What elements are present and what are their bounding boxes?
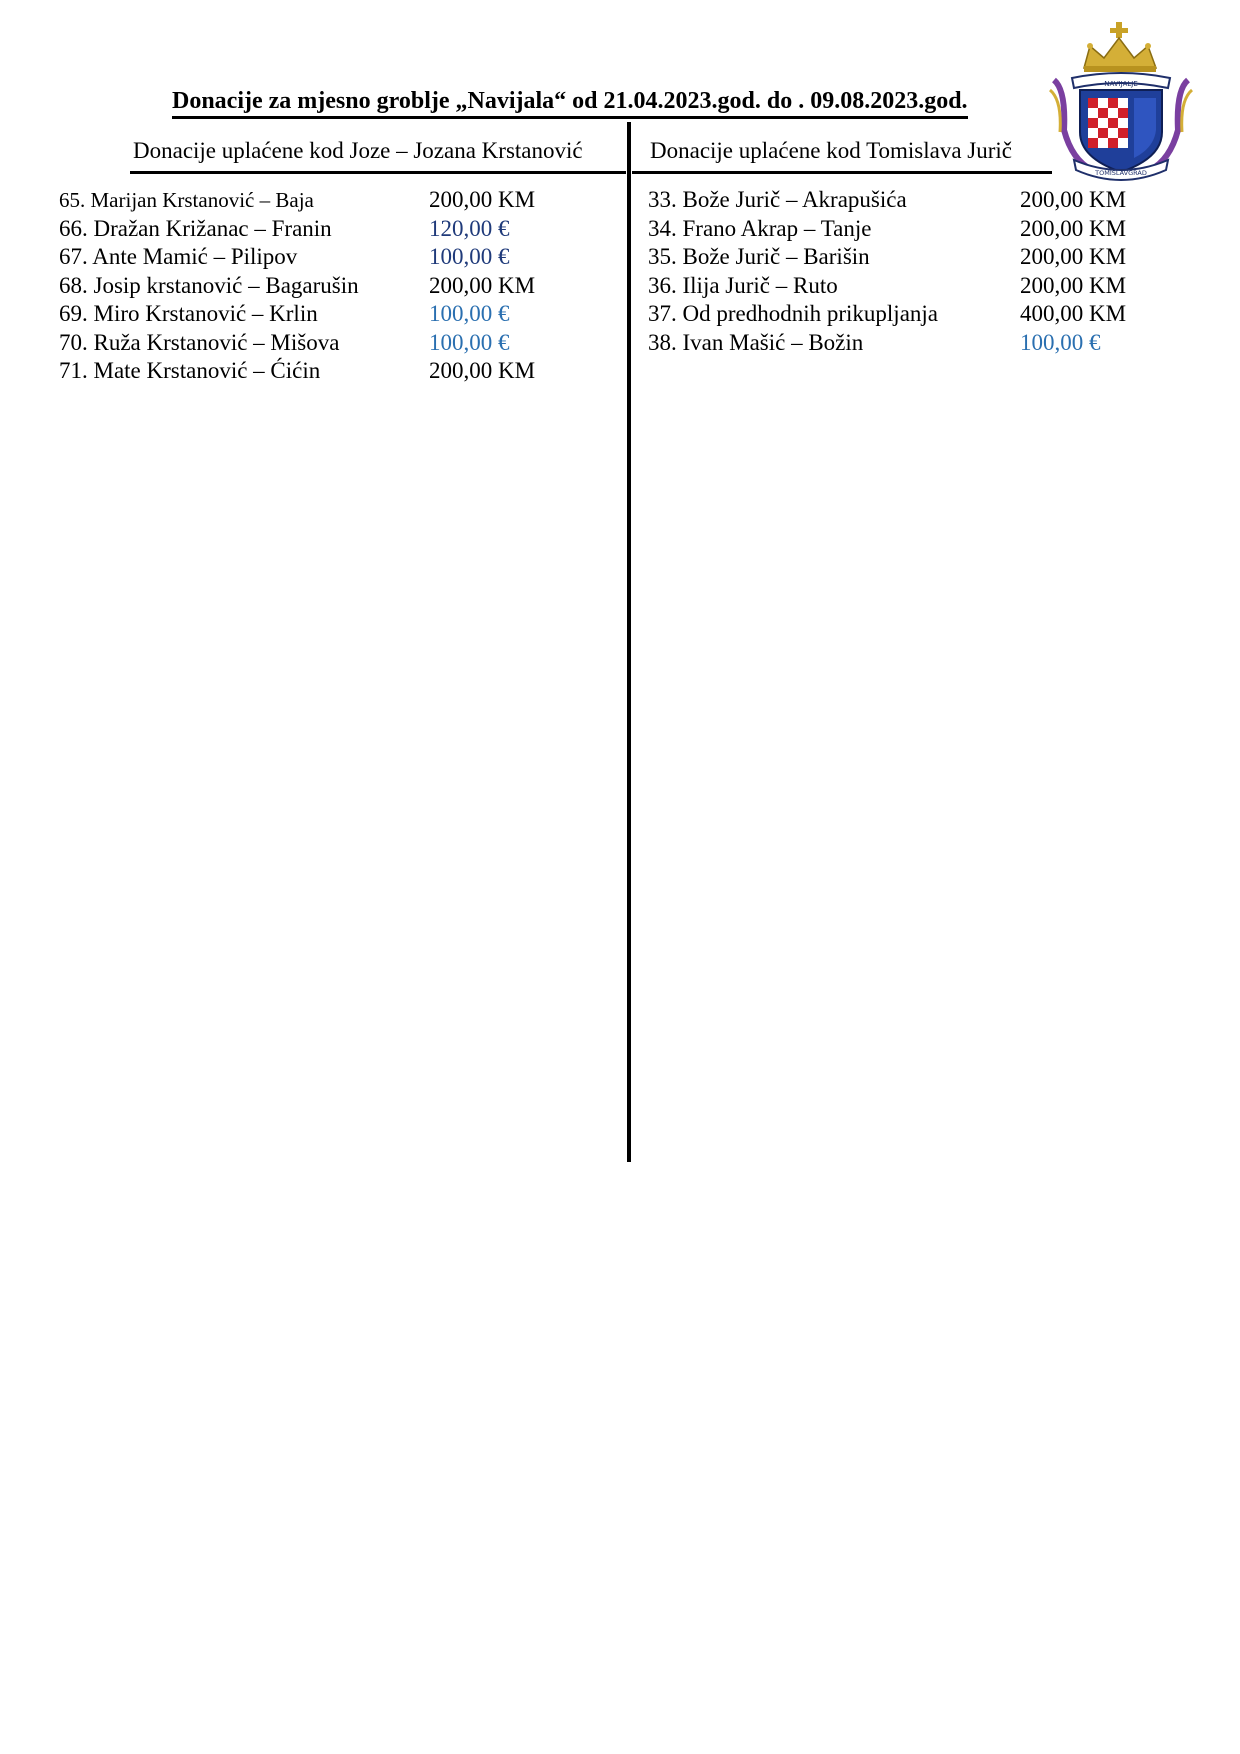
logo-top-text: NAVIJALJE (1104, 80, 1138, 88)
list-item (648, 329, 1168, 358)
donation-amount: 200,00 KM (429, 358, 536, 383)
donor-name: 70. Ruža Krstanović – Mišova (59, 329, 340, 355)
donor-name: 68. Josip krstanović – Bagarušin (59, 272, 359, 298)
donor-name: 65. Marijan Krstanović – Baja (59, 188, 314, 212)
donation-amount: 100,00 € (429, 329, 510, 355)
list-item (59, 300, 579, 329)
donation-amount: 200,00 KM (1020, 244, 1127, 269)
donor-name: 71. Mate Krstanović – Ćićin (59, 358, 321, 383)
list-item (59, 186, 579, 215)
donation-amount: 120,00 € (429, 215, 510, 241)
list-item (59, 329, 579, 358)
column-divider (627, 122, 631, 1162)
donation-amount: 100,00 € (429, 244, 510, 269)
donor-name: 36. Ilija Jurič – Ruto (648, 272, 838, 298)
left-column-header: Donacije uplaćene kod Joze – Jozana Krstanović (133, 138, 583, 163)
donation-amount: 200,00 KM (1020, 272, 1127, 298)
document-title: Donacije za mjesno groblje „Navijala“ od 21.04.2023.god. do . 09.08.2023.god. (172, 88, 968, 119)
list-item (648, 272, 1168, 301)
donor-name: 37. Od predhodnih prikupljanja (648, 301, 939, 326)
checkerboard-icon (1088, 98, 1128, 148)
donor-name: 66. Dražan Križanac – Franin (59, 215, 332, 241)
crown-icon (1084, 22, 1156, 72)
list-item (648, 243, 1168, 272)
donor-name: 34. Frano Akrap – Tanje (648, 215, 872, 241)
list-item (648, 186, 1168, 215)
donation-amount: 200,00 KM (429, 272, 536, 298)
donation-amount: 100,00 € (1020, 329, 1101, 355)
list-item (648, 300, 1168, 329)
donation-amount: 200,00 KM (429, 187, 536, 212)
donation-amount: 200,00 KM (1020, 187, 1127, 212)
coat-of-arms-icon (1046, 20, 1196, 186)
donation-amount: 100,00 € (429, 301, 510, 326)
left-header-rule (130, 171, 626, 174)
list-item (59, 215, 579, 244)
left-donation-list (59, 186, 579, 386)
donor-name: 35. Bože Jurič – Barišin (648, 244, 870, 269)
right-column-header: Donacije uplaćene kod Tomislava Jurič (650, 138, 1013, 163)
list-item (59, 243, 579, 272)
donor-name: 67. Ante Mamić – Pilipov (59, 244, 298, 269)
list-item (59, 272, 579, 301)
donation-amount: 200,00 KM (1020, 215, 1127, 241)
donor-name: 33. Bože Jurič – Akrapušića (648, 187, 907, 212)
list-item (648, 215, 1168, 244)
logo-bottom-text: TOMISLAVGRAD (1095, 169, 1147, 177)
donor-name: 69. Miro Krstanović – Krlin (59, 301, 318, 326)
donor-name: 38. Ivan Mašić – Božin (648, 329, 864, 355)
right-donation-list (648, 186, 1168, 357)
donation-amount: 400,00 KM (1020, 301, 1127, 326)
right-header-rule (632, 171, 1052, 174)
list-item (59, 357, 579, 386)
